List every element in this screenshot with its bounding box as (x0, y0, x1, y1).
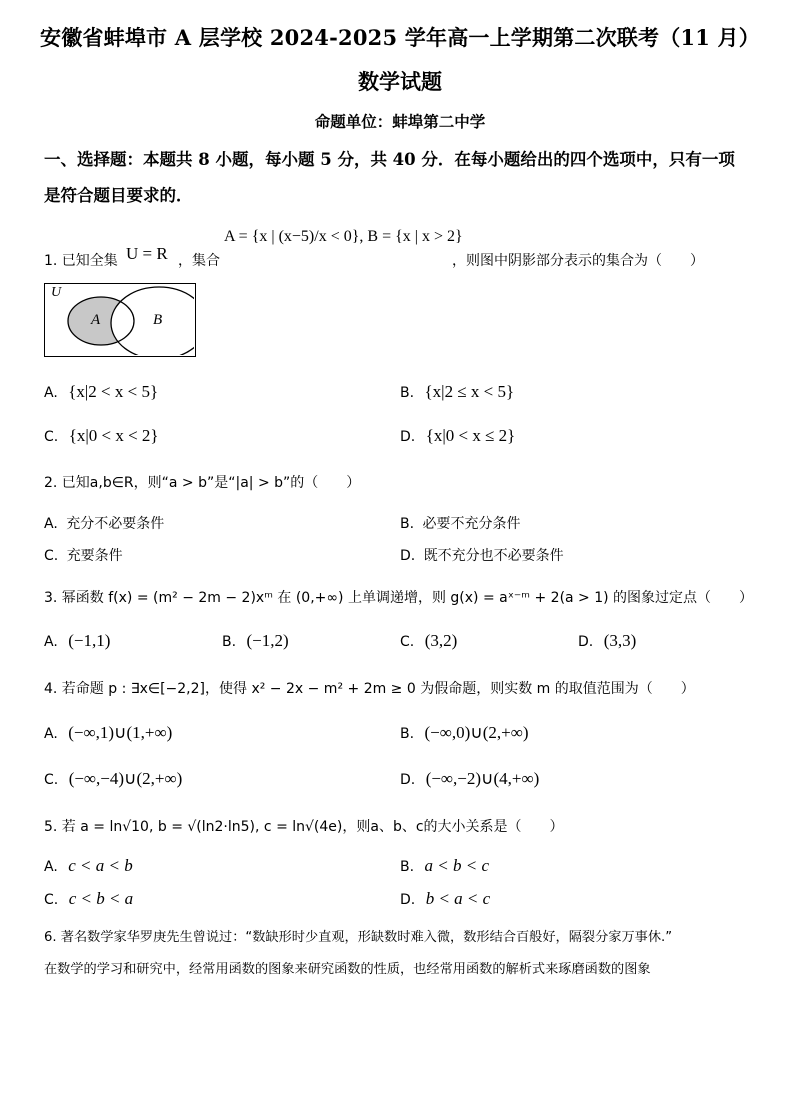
option-text: a < b < c (424, 856, 490, 875)
venn-label-u: U (51, 285, 62, 300)
q2-option-d[interactable] (400, 545, 564, 565)
q4-option-d[interactable] (400, 769, 539, 789)
section-heading-line2: 是符合题目要求的． (44, 186, 193, 205)
subject-title: 数学试题 (358, 69, 442, 94)
q1-option-a[interactable] (44, 382, 158, 402)
venn-label-a: A (91, 312, 101, 328)
q4-option-c[interactable] (44, 769, 182, 789)
option-text: (3,2) (424, 631, 458, 650)
option-label: C. (44, 892, 59, 908)
q1-stem-prefix: 1. 已知全集 (44, 253, 118, 269)
q6-line1: 6. 著名数学家华罗庚先生曾说过：“数缺形时少直观，形缺数时难入微，数形结合百般好，隔裂分家万事休.” (44, 930, 673, 945)
option-label: D. (400, 429, 416, 445)
q1-stem-mid: ，集合 (178, 253, 220, 269)
q2-option-b[interactable] (400, 513, 521, 533)
option-text: {x|2 ≤ x < 5} (424, 382, 515, 401)
option-label: C. (44, 548, 59, 564)
q1-option-c[interactable] (44, 426, 159, 446)
option-label: D. (400, 892, 416, 908)
option-text: (−∞,1)∪(1,+∞) (68, 723, 173, 742)
option-label: A. (44, 634, 58, 650)
q1-math-u: U = R (126, 244, 168, 263)
option-label: B. (400, 516, 415, 532)
q1-set-definition: A = {x | (x−5)/x < 0}, B = {x | x > 2} (224, 228, 463, 245)
option-text: c < a < b (68, 856, 133, 875)
section-heading-line1: 一、选择题：本题共 8 小题，每小题 5 分，共 40 分．在每小题给出的四个选项中，只有一项 (44, 150, 735, 169)
option-label: A. (44, 516, 58, 532)
option-text: (−∞,0)∪(2,+∞) (424, 723, 529, 742)
option-label: D. (578, 634, 594, 650)
option-label: C. (400, 634, 415, 650)
q3-option-b[interactable] (222, 631, 289, 651)
option-label: A. (44, 726, 58, 742)
q5-option-a[interactable] (44, 856, 133, 876)
option-label: B. (400, 385, 415, 401)
option-text: (−∞,−2)∪(4,+∞) (425, 769, 540, 788)
option-text: b < a < c (425, 889, 491, 908)
q3-option-a[interactable] (44, 631, 110, 651)
q3-option-d[interactable] (578, 631, 636, 651)
option-text: (−∞,−4)∪(2,+∞) (68, 769, 183, 788)
q2-option-c[interactable] (44, 545, 123, 565)
option-text: (−1,1) (68, 631, 111, 650)
option-text: (−1,2) (246, 631, 289, 650)
option-text: {x|2 < x < 5} (68, 382, 159, 401)
option-label: B. (222, 634, 237, 650)
q1-option-b[interactable] (400, 382, 514, 402)
option-label: C. (44, 429, 59, 445)
venn-diagram (44, 283, 196, 357)
q4-stem: 4. 若命题 p : ∃x∈[−2,2]，使得 x² − 2x − m² + 2m ≥ 0 为假命题，则实数 m 的取值范围为（ ） (44, 681, 695, 697)
q3-option-c[interactable] (400, 631, 457, 651)
q3-stem: 3. 幂函数 f(x) = (m² − 2m − 2)xᵐ 在 (0,+∞) 上单调递增，则 g(x) = aˣ⁻ᵐ + 2(a > 1) 的图象过定点（ ） (44, 590, 754, 606)
option-text: 必要不充分条件 (422, 516, 521, 532)
option-label: D. (400, 772, 416, 788)
q2-option-a[interactable] (44, 513, 164, 533)
exam-title: 安徽省蚌埠市 A 层学校 2024-2025 学年高一上学期第二次联考（11 月） (40, 25, 760, 50)
q1-stem-suffix: ，则图中阴影部分表示的集合为（ ） (452, 253, 704, 269)
option-text: {x|0 < x ≤ 2} (425, 426, 516, 445)
q5-stem: 5. 若 a = ln√10, b = √(ln2·ln5), c = ln√(4e)，则a、b、c的大小关系是（ ） (44, 819, 564, 835)
option-text: 充分不必要条件 (66, 516, 165, 532)
option-text: (3,3) (603, 631, 637, 650)
q1-option-d[interactable] (400, 426, 515, 446)
q5-option-b[interactable] (400, 856, 489, 876)
option-text: 既不充分也不必要条件 (423, 548, 564, 564)
option-label: A. (44, 385, 58, 401)
q2-stem: 2. 已知a,b∈R，则“a > b”是“|a| > b”的（ ） (44, 475, 361, 491)
option-text: c < b < a (68, 889, 134, 908)
option-text: 充要条件 (66, 548, 123, 564)
q5-option-d[interactable] (400, 889, 490, 909)
q1-universal-set (126, 244, 168, 264)
option-label: B. (400, 726, 415, 742)
q5-option-c[interactable] (44, 889, 133, 909)
option-label: B. (400, 859, 415, 875)
option-text: {x|0 < x < 2} (68, 426, 159, 445)
option-label: C. (44, 772, 59, 788)
venn-label-b: B (153, 312, 163, 328)
option-label: D. (400, 548, 416, 564)
option-label: A. (44, 859, 58, 875)
q6-line2: 在数学的学习和研究中，经常用函数的图象来研究函数的性质，也经常用函数的解析式来琢磨函数的图象 (44, 962, 651, 977)
author-unit: 命题单位：蚌埠第二中学 (314, 112, 486, 131)
q4-option-b[interactable] (400, 723, 529, 743)
q4-option-a[interactable] (44, 723, 172, 743)
venn-svg (45, 284, 194, 355)
